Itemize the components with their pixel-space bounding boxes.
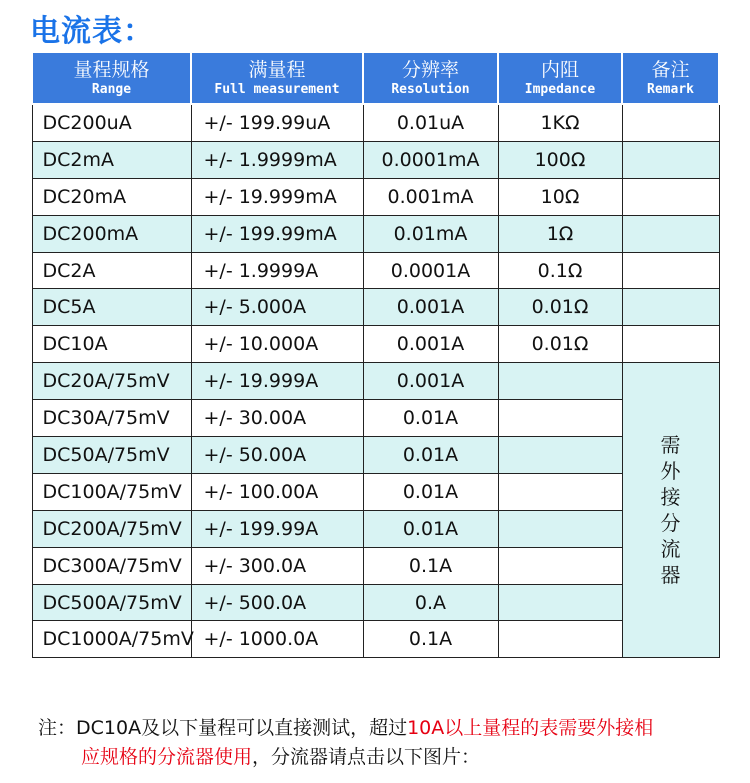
impedance-cell: 10Ω (498, 178, 622, 215)
remark-cell (622, 141, 719, 178)
range-cell: DC500A/75mV (32, 584, 191, 621)
impedance-cell (498, 363, 622, 400)
table-row (32, 104, 719, 141)
resolution-cell: 0.0001A (363, 252, 498, 289)
range-cell: DC1000A/75mV (32, 621, 191, 658)
resolution-cell: 0.01A (363, 400, 498, 437)
header-range: 量程规格 Range (32, 52, 191, 104)
range-cell: DC2A (32, 252, 191, 289)
table-row (32, 326, 719, 363)
table-row (32, 584, 719, 621)
full-measurement-cell: +/- 19.999A (191, 363, 363, 400)
full-measurement-cell: +/- 30.00A (191, 400, 363, 437)
impedance-cell: 0.1Ω (498, 252, 622, 289)
impedance-cell (498, 584, 622, 621)
range-cell: DC100A/75mV (32, 473, 191, 510)
footnote (38, 714, 728, 772)
impedance-cell: 0.01Ω (498, 326, 622, 363)
table-row (32, 178, 719, 215)
full-measurement-cell: +/- 100.00A (191, 473, 363, 510)
table-row (32, 141, 719, 178)
note-line2-highlight: 应规格的分流器使用 (81, 746, 253, 768)
note-line1-highlight: 10A以上量程的表需要外接相 (407, 717, 654, 739)
remark-cell (622, 178, 719, 215)
remark-cell (622, 104, 719, 141)
table-header-row (32, 52, 719, 104)
resolution-cell: 0.1A (363, 547, 498, 584)
table-row (32, 400, 719, 437)
full-measurement-cell: +/- 10.000A (191, 326, 363, 363)
resolution-cell: 0.01A (363, 473, 498, 510)
resolution-cell: 0.001A (363, 289, 498, 326)
remark-shunt-text: 需外接分流器 (660, 433, 681, 588)
resolution-cell: 0.001A (363, 363, 498, 400)
header-resolution: 分辨率 Resolution (363, 52, 498, 104)
range-cell: DC200uA (32, 104, 191, 141)
resolution-cell: 0.001A (363, 326, 498, 363)
table-row (32, 621, 719, 658)
table-row (32, 215, 719, 252)
table-body (32, 104, 719, 658)
resolution-cell: 0.01A (363, 437, 498, 474)
resolution-cell: 0.1A (363, 621, 498, 658)
impedance-cell: 1Ω (498, 215, 622, 252)
range-cell: DC20mA (32, 178, 191, 215)
table-row (32, 473, 719, 510)
impedance-cell (498, 510, 622, 547)
range-cell: DC50A/75mV (32, 437, 191, 474)
remark-cell (622, 215, 719, 252)
resolution-cell: 0.01A (363, 510, 498, 547)
full-measurement-cell: +/- 199.99A (191, 510, 363, 547)
remark-cell (622, 326, 719, 363)
remark-shunt-required (622, 363, 719, 658)
full-measurement-cell: +/- 5.000A (191, 289, 363, 326)
range-cell: DC2mA (32, 141, 191, 178)
remark-cell (622, 252, 719, 289)
impedance-cell: 0.01Ω (498, 289, 622, 326)
table-row (32, 437, 719, 474)
full-measurement-cell: +/- 19.999mA (191, 178, 363, 215)
range-cell: DC200A/75mV (32, 510, 191, 547)
range-cell: DC30A/75mV (32, 400, 191, 437)
impedance-cell: 100Ω (498, 141, 622, 178)
resolution-cell: 0.01mA (363, 215, 498, 252)
header-impedance: 内阻 Impedance (498, 52, 622, 104)
impedance-cell (498, 400, 622, 437)
table-row (32, 363, 719, 400)
header-full-measurement: 满量程 Full measurement (191, 52, 363, 104)
range-cell: DC300A/75mV (32, 547, 191, 584)
range-cell: DC200mA (32, 215, 191, 252)
note-line1-text: 注：DC10A及以下量程可以直接测试，超过 (38, 717, 408, 739)
full-measurement-cell: +/- 199.99mA (191, 215, 363, 252)
ammeter-spec-table (31, 51, 720, 658)
impedance-cell (498, 547, 622, 584)
range-cell: DC10A (32, 326, 191, 363)
full-measurement-cell: +/- 500.0A (191, 584, 363, 621)
table-row (32, 252, 719, 289)
impedance-cell (498, 473, 622, 510)
range-cell: DC20A/75mV (32, 363, 191, 400)
note-line2-text: ，分流器请点击以下图片： (252, 746, 481, 768)
impedance-cell (498, 437, 622, 474)
note-line2 (38, 743, 728, 772)
impedance-cell (498, 621, 622, 658)
header-remark: 备注 Remark (622, 52, 719, 104)
full-measurement-cell: +/- 1000.0A (191, 621, 363, 658)
full-measurement-cell: +/- 300.0A (191, 547, 363, 584)
resolution-cell: 0.01uA (363, 104, 498, 141)
table-row (32, 547, 719, 584)
full-measurement-cell: +/- 50.00A (191, 437, 363, 474)
resolution-cell: 0.0001mA (363, 141, 498, 178)
resolution-cell: 0.001mA (363, 178, 498, 215)
table-row (32, 510, 719, 547)
full-measurement-cell: +/- 1.9999A (191, 252, 363, 289)
range-cell: DC5A (32, 289, 191, 326)
resolution-cell: 0.A (363, 584, 498, 621)
page-title: 电流表： (30, 14, 154, 49)
remark-cell (622, 289, 719, 326)
full-measurement-cell: +/- 1.9999mA (191, 141, 363, 178)
table-row (32, 289, 719, 326)
full-measurement-cell: +/- 199.99uA (191, 104, 363, 141)
impedance-cell: 1KΩ (498, 104, 622, 141)
